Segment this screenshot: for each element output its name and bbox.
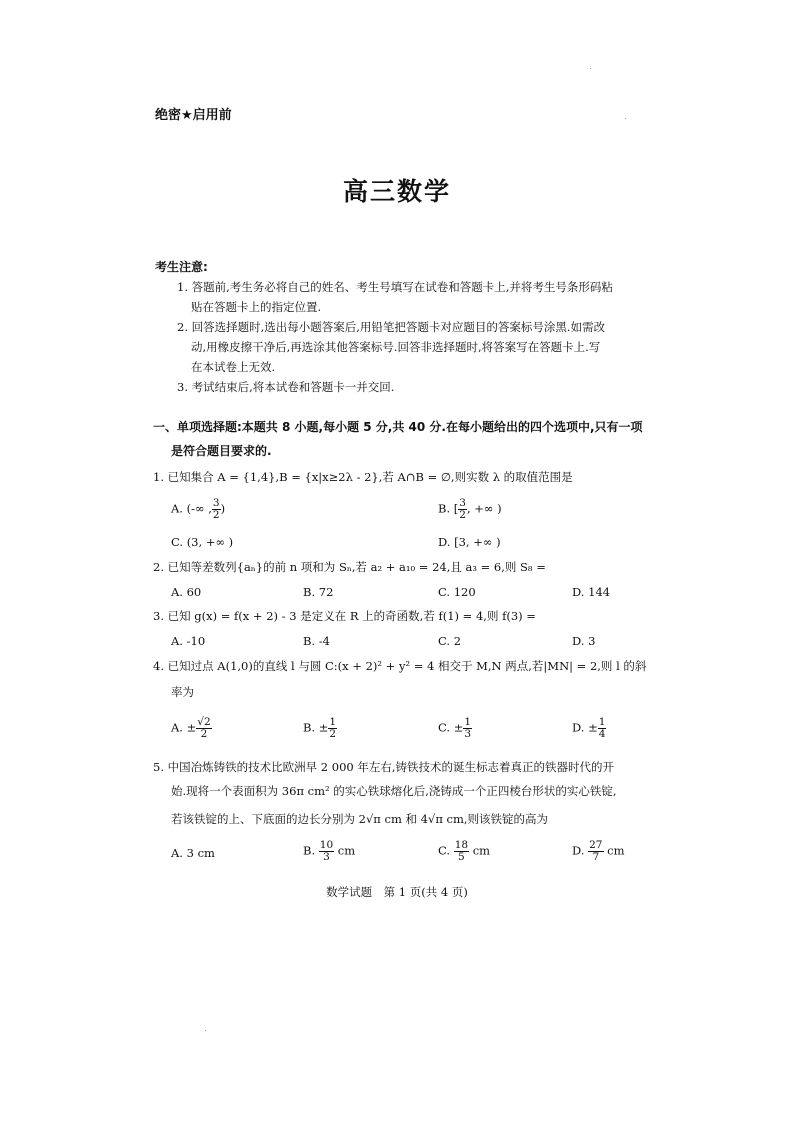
notice-line: 在本试卷上无效. [191,360,276,374]
section-heading-cont: 是符合题目要求的. [171,444,272,458]
question-1-option-c: C. (3, +∞ ) [171,535,234,549]
notice-line: 1. 答题前,考生务必将自己的姓名、考生号填写在试卷和答题卡上,并将考生号条形码粘 [177,280,613,294]
question-1-option-a: A. (-∞ , $\frac{3}{2}$ ) [171,497,226,521]
question-5-option-d: D. $\frac{27}{7}$ cm [572,839,625,863]
notice-line: 动,用橡皮擦干净后,再选涂其他答案标号.回答非选择题时,将答案写在答题卡上.写 [191,340,601,354]
question-2-stem: 2. 已知等差数列{aₙ}的前 n 项和为 Sₙ,若 a₂ + a₁₀ = 24,且 a₃ = 6,则 S₈ = [153,560,546,574]
notice-line: 2. 回答选择题时,选出每小题答案后,用铅笔把答题卡对应题目的答案标号涂黑.如需改 [177,320,606,334]
page-title: 高三数学 [342,177,451,206]
question-3-option-d: D. 3 [572,634,596,648]
question-4-option-c: C. ± $\frac{1}{3}$ [438,716,472,740]
question-3-stem: 3. 已知 g(x) = f(x + 2) - 3 是定义在 R 上的奇函数,若 f(1) = 4,则 f(3) = [153,609,536,623]
question-5-stem-cont: 始.现将一个表面积为 36π cm² 的实心铁球熔化后,浇铸成一个正四棱台形状的实心铁锭, [171,784,617,798]
question-1-stem: 1. 已知集合 A = {1,4},B = {x|x≥2λ - 2},若 A∩B = ∅,则实数 λ 的取值范围是 [153,470,573,484]
scan-speck [590,68,591,69]
page-footer: 数学试题 第 1 页(共 4 页) [326,885,468,899]
notice-line: 3. 考试结束后,将本试卷和答题卡一并交回. [177,380,395,394]
question-5-option-a: A. 3 cm [171,846,215,860]
question-4-option-b: B. ± $\frac{1}{2}$ [303,716,337,740]
question-5-option-b: B. $\frac{10}{3}$ cm [303,839,356,863]
question-3-option-b: B. -4 [303,634,330,648]
notice-line: 贴在答题卡上的指定位置. [191,300,322,314]
question-4-stem: 4. 已知过点 A(1,0)的直线 l 与圆 C:(x + 2)² + y² = 4 相交于 M,N 两点,若|MN| = 2,则 l 的斜 [153,659,647,673]
question-1-option-b: B. [ $\frac{3}{2}$ , +∞ ) [438,497,502,521]
secret-mark: 绝密★启用前 [155,108,232,123]
scan-speck [625,118,626,119]
question-2-option-b: B. 72 [303,585,334,599]
question-5-stem: 5. 中国冶炼铸铁的技术比欧洲早 2 000 年左右,铸铁技术的诞生标志着真正的铁器时代的开 [153,760,615,774]
question-4-option-a: A. ± $\frac{√2}{2}$ [171,716,211,740]
notice-heading: 考生注意: [155,260,208,274]
section-heading: 一、单项选择题:本题共 8 小题,每小题 5 分,共 40 分.在每小题给出的四个选项中,只有一项 [153,420,643,434]
question-2-option-a: A. 60 [171,585,202,599]
question-3-option-c: C. 2 [438,634,462,648]
question-3-option-a: A. -10 [171,634,206,648]
question-4-stem-cont: 率为 [171,685,194,699]
question-1-option-d: D. [3, +∞ ) [438,535,501,549]
question-5-option-c: C. $\frac{18}{5}$ cm [438,839,491,863]
question-4-option-d: D. ± $\frac{1}{4}$ [572,716,606,740]
scan-speck [205,1030,206,1031]
question-2-option-d: D. 144 [572,585,611,599]
question-5-stem-cont: 若该铁锭的上、下底面的边长分别为 2√π cm 和 4√π cm,则该铁锭的高为 [171,812,549,826]
question-2-option-c: C. 120 [438,585,476,599]
